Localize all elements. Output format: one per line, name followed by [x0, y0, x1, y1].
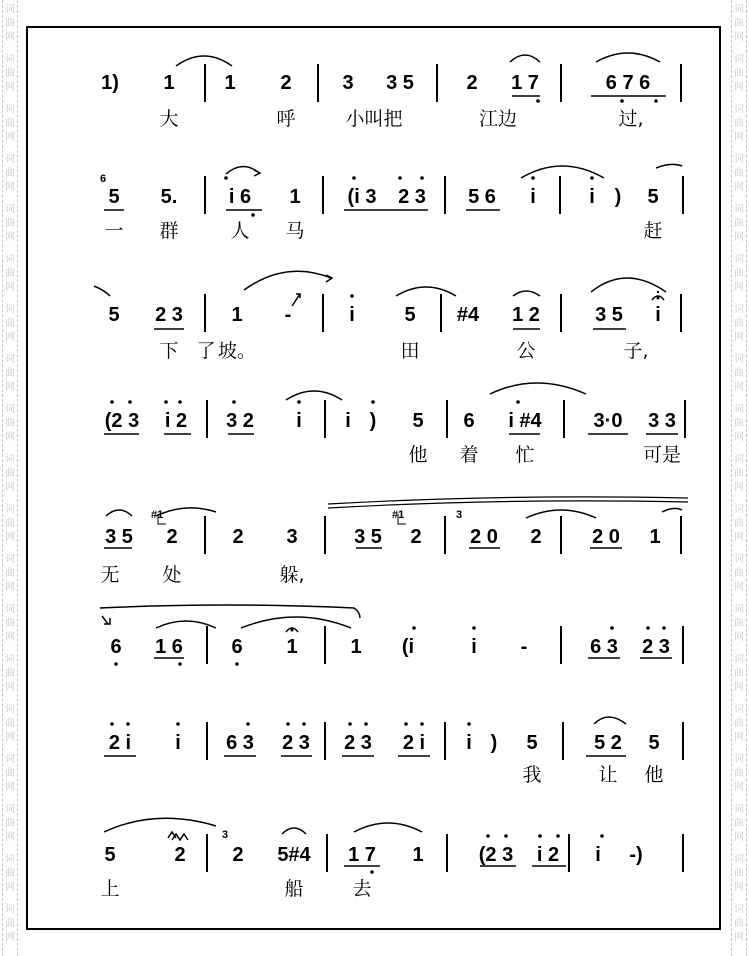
note: -) [629, 844, 643, 866]
watermark-char: 网 [5, 732, 15, 743]
note: 2 [410, 526, 422, 548]
watermark-char: 曲 [734, 868, 744, 879]
watermark-char: 曲 [734, 118, 744, 129]
note: i #4 [508, 410, 542, 432]
watermark-char: 曲 [734, 618, 744, 629]
note: 1 6 [155, 636, 183, 658]
score-system-8 [26, 812, 721, 922]
lyric: 可是 [642, 444, 682, 466]
watermark-char: 网 [5, 282, 15, 293]
note: 2 [280, 72, 292, 94]
note: 5 [648, 732, 660, 754]
lyric: 子, [623, 340, 649, 362]
note: i [296, 410, 302, 432]
note: 2 3 [398, 186, 426, 208]
note: 3 [342, 72, 354, 94]
note: 3 5 [386, 72, 414, 94]
watermark-char: 网 [734, 382, 744, 393]
lyric: 马 [285, 220, 305, 242]
lyric: 坡。 [217, 340, 257, 362]
note: 5. [160, 186, 178, 208]
grace-note: 3 [222, 829, 229, 841]
note: #4 [456, 304, 480, 326]
note: 5 2 [594, 732, 622, 754]
watermark-char: 网 [5, 232, 15, 243]
watermark-char: 曲 [5, 568, 15, 579]
note: 2 [232, 526, 244, 548]
watermark-char: 词 [5, 54, 15, 65]
lyric: 小叫把 [345, 108, 403, 130]
note: (2 3 [478, 844, 514, 866]
watermark-char: 词 [734, 804, 744, 815]
note: - [520, 636, 528, 658]
watermark-char: 网 [5, 832, 15, 843]
lyric: 躲, [279, 564, 305, 586]
watermark-char: 网 [734, 432, 744, 443]
note: 1 [163, 72, 175, 94]
watermark-char: 词 [5, 454, 15, 465]
watermark-char: 网 [734, 82, 744, 93]
lyric: 群 [159, 220, 179, 242]
lyric: 让 [598, 764, 618, 786]
watermark-char: 曲 [5, 318, 15, 329]
watermark-char: 网 [5, 32, 15, 43]
note: i [589, 186, 595, 208]
note: i [655, 304, 661, 326]
watermark-char: 词 [734, 304, 744, 315]
note: 3·0 [593, 410, 623, 432]
note: 1 2 [512, 304, 540, 326]
watermark-char: 曲 [5, 668, 15, 679]
note: 2 i [402, 732, 426, 754]
note: (2 3 [104, 410, 140, 432]
slur-marks [26, 812, 721, 922]
note: 2 0 [592, 526, 620, 548]
watermark-char: 网 [5, 632, 15, 643]
note: 5 [108, 186, 120, 208]
grace-note: #1 [151, 509, 164, 521]
note: 2 0 [470, 526, 498, 548]
watermark-char: 网 [5, 182, 15, 193]
watermark-char: 网 [5, 782, 15, 793]
score-system-5 [26, 500, 721, 610]
watermark-char: 曲 [734, 568, 744, 579]
note: i [466, 732, 472, 754]
watermark-char: 曲 [734, 168, 744, 179]
watermark-char: 网 [5, 432, 15, 443]
watermark-char: 词 [734, 204, 744, 215]
note: 3 [286, 526, 298, 548]
note: i [595, 844, 601, 866]
watermark-char: 词 [734, 904, 744, 915]
note: 2 [174, 844, 186, 866]
lyric: 呼 [276, 108, 296, 130]
slur-marks [26, 274, 721, 384]
note: 1 [231, 304, 243, 326]
lyric: 忙 [515, 444, 535, 466]
watermark-char: 词 [5, 254, 15, 265]
note: i 2 [536, 844, 560, 866]
lyric: 我 [522, 764, 542, 786]
watermark-char: 词 [5, 104, 15, 115]
slur-marks [26, 610, 721, 720]
watermark-char: 网 [734, 482, 744, 493]
watermark-char: 词 [5, 304, 15, 315]
note: 5 [108, 304, 120, 326]
note: 6 [231, 636, 243, 658]
note: 6 3 [226, 732, 254, 754]
note: 1 [224, 72, 236, 94]
watermark-char: 词 [734, 404, 744, 415]
lyric: 一 [104, 220, 124, 242]
watermark-char: 词 [734, 504, 744, 515]
watermark-char: 曲 [5, 68, 15, 79]
watermark-char: 词 [5, 754, 15, 765]
watermark-char: 词 [734, 454, 744, 465]
watermark-char: 词 [5, 704, 15, 715]
watermark-char: 词 [734, 554, 744, 565]
watermark-char: 词 [5, 354, 15, 365]
note: 3 2 [226, 410, 254, 432]
note: 2 3 [155, 304, 183, 326]
lyric: 了 [196, 340, 216, 362]
watermark-char: 词 [5, 604, 15, 615]
watermark-char: 曲 [5, 18, 15, 29]
lyric: 公 [516, 340, 536, 362]
lyric: 人 [230, 220, 250, 242]
watermark-char: 网 [5, 482, 15, 493]
note: 3 5 [354, 526, 382, 548]
slur-marks [26, 500, 721, 610]
note: 5 [104, 844, 116, 866]
watermark-char: 曲 [5, 118, 15, 129]
note: 1 7 [348, 844, 376, 866]
watermark-char: 曲 [5, 718, 15, 729]
watermark-char: 词 [734, 254, 744, 265]
watermark-char: 词 [5, 804, 15, 815]
watermark-char: 曲 [734, 468, 744, 479]
watermark-char: 网 [734, 682, 744, 693]
note: 3 5 [105, 526, 133, 548]
watermark-char: 词 [5, 654, 15, 665]
note: 5 6 [468, 186, 496, 208]
note: 5 [404, 304, 416, 326]
watermark-char: 曲 [5, 268, 15, 279]
watermark-char: 曲 [5, 768, 15, 779]
watermark-char: 词 [5, 154, 15, 165]
note: 2 3 [344, 732, 372, 754]
watermark-char: 词 [734, 154, 744, 165]
note: 2 i [108, 732, 132, 754]
slur-marks [26, 388, 721, 498]
watermark-char: 词 [734, 4, 744, 15]
grace-note: 6 [100, 173, 107, 185]
watermark-char: 曲 [734, 268, 744, 279]
watermark-char: 词 [734, 604, 744, 615]
watermark-char: 词 [5, 854, 15, 865]
note: 2 3 [642, 636, 670, 658]
note: 2 [166, 526, 178, 548]
watermark-char: 网 [5, 582, 15, 593]
note: i [345, 410, 351, 432]
grace-note: #1 [392, 509, 405, 521]
score-system-6 [26, 610, 721, 720]
watermark-char: 曲 [734, 68, 744, 79]
lyric: 他 [408, 444, 428, 466]
watermark-char: 网 [5, 682, 15, 693]
watermark-char: 网 [5, 882, 15, 893]
watermark-char: 曲 [5, 368, 15, 379]
note: i [175, 732, 181, 754]
lyric: 上 [100, 878, 120, 900]
watermark-strip-left [2, 0, 18, 956]
watermark-char: 词 [5, 404, 15, 415]
note: 1) [101, 72, 119, 94]
watermark-char: 词 [5, 504, 15, 515]
note: 6 7 6 [605, 72, 651, 94]
note: 5#4 [277, 844, 311, 866]
note: 2 [466, 72, 478, 94]
watermark-char: 曲 [5, 868, 15, 879]
watermark-char: 网 [734, 182, 744, 193]
note: i 6 [228, 186, 252, 208]
watermark-char: 词 [734, 654, 744, 665]
note: 6 3 [590, 636, 618, 658]
watermark-char: 曲 [734, 768, 744, 779]
note: i [471, 636, 477, 658]
watermark-char: 曲 [734, 518, 744, 529]
note: 6 [463, 410, 475, 432]
watermark-char: 曲 [5, 818, 15, 829]
score-system-2 [26, 164, 721, 274]
note: i [349, 304, 355, 326]
watermark-char: 词 [734, 354, 744, 365]
watermark-char: 网 [734, 532, 744, 543]
watermark-char: 网 [734, 732, 744, 743]
watermark-char: 曲 [734, 368, 744, 379]
note: 3 3 [648, 410, 676, 432]
watermark-char: 网 [734, 132, 744, 143]
watermark-char: 曲 [734, 418, 744, 429]
note: (i 3 [347, 186, 377, 208]
lyric: 田 [400, 340, 420, 362]
watermark-char: 词 [5, 4, 15, 15]
watermark-char: 曲 [734, 668, 744, 679]
lyric: 江边 [478, 108, 518, 130]
watermark-char: 曲 [5, 618, 15, 629]
watermark-char: 网 [5, 382, 15, 393]
watermark-char: 曲 [734, 718, 744, 729]
lyric: 他 [644, 764, 664, 786]
note: 2 3 [282, 732, 310, 754]
slur-marks [26, 164, 721, 274]
score-system-1 [26, 52, 721, 162]
lyric: 船 [284, 878, 304, 900]
note: 1 7 [511, 72, 539, 94]
watermark-char: 曲 [734, 18, 744, 29]
note: (i [401, 636, 415, 658]
watermark-char: 曲 [5, 918, 15, 929]
note: - [284, 304, 292, 326]
note: ) [614, 186, 622, 208]
grace-note: 3 [456, 509, 463, 521]
lyric: 过, [618, 108, 644, 130]
watermark-char: 网 [734, 632, 744, 643]
lyric: 下 [159, 340, 179, 362]
watermark-char: 词 [5, 554, 15, 565]
note: 1 [649, 526, 661, 548]
score-system-4 [26, 388, 721, 498]
slur-marks [26, 52, 721, 162]
lyric: 无 [100, 564, 120, 586]
watermark-char: 网 [5, 132, 15, 143]
watermark-char: 网 [734, 332, 744, 343]
watermark-char: 词 [5, 904, 15, 915]
watermark-char: 网 [734, 582, 744, 593]
watermark-char: 网 [734, 32, 744, 43]
note: 5 [412, 410, 424, 432]
watermark-char: 曲 [734, 918, 744, 929]
watermark-char: 曲 [734, 318, 744, 329]
note: ) [490, 732, 498, 754]
lyric: 去 [352, 878, 372, 900]
note: 1 [286, 636, 298, 658]
watermark-char: 词 [734, 754, 744, 765]
note: 5 [647, 186, 659, 208]
watermark-char: 网 [734, 832, 744, 843]
watermark-char: 词 [734, 704, 744, 715]
watermark-char: 词 [734, 104, 744, 115]
watermark-char: 网 [734, 882, 744, 893]
watermark-char: 网 [5, 332, 15, 343]
score-system-3 [26, 274, 721, 384]
watermark-char: 曲 [734, 218, 744, 229]
note: i [530, 186, 536, 208]
lyric: 赶 [643, 220, 663, 242]
note: 6 [110, 636, 122, 658]
lyric: 大 [159, 108, 179, 130]
note: 3 5 [595, 304, 623, 326]
watermark-char: 网 [734, 782, 744, 793]
watermark-char: 曲 [5, 518, 15, 529]
note: 1 [350, 636, 362, 658]
watermark-char: 词 [734, 54, 744, 65]
watermark-char: 曲 [5, 418, 15, 429]
note: 1 [412, 844, 424, 866]
watermark-char: 曲 [734, 818, 744, 829]
watermark-char: 网 [5, 932, 15, 943]
note: ) [369, 410, 377, 432]
note: 2 [232, 844, 244, 866]
watermark-char: 网 [734, 232, 744, 243]
note: 1 [289, 186, 301, 208]
note: 5 [526, 732, 538, 754]
watermark-char: 曲 [5, 168, 15, 179]
watermark-char: 词 [734, 854, 744, 865]
watermark-char: 网 [5, 82, 15, 93]
watermark-char: 网 [734, 932, 744, 943]
watermark-char: 网 [5, 532, 15, 543]
watermark-char: 网 [734, 282, 744, 293]
watermark-char: 曲 [5, 468, 15, 479]
lyric: 处 [162, 564, 182, 586]
note: i 2 [164, 410, 188, 432]
note: 2 [530, 526, 542, 548]
watermark-char: 词 [5, 204, 15, 215]
watermark-char: 曲 [5, 218, 15, 229]
watermark-strip-right [731, 0, 747, 956]
lyric: 着 [459, 444, 479, 466]
